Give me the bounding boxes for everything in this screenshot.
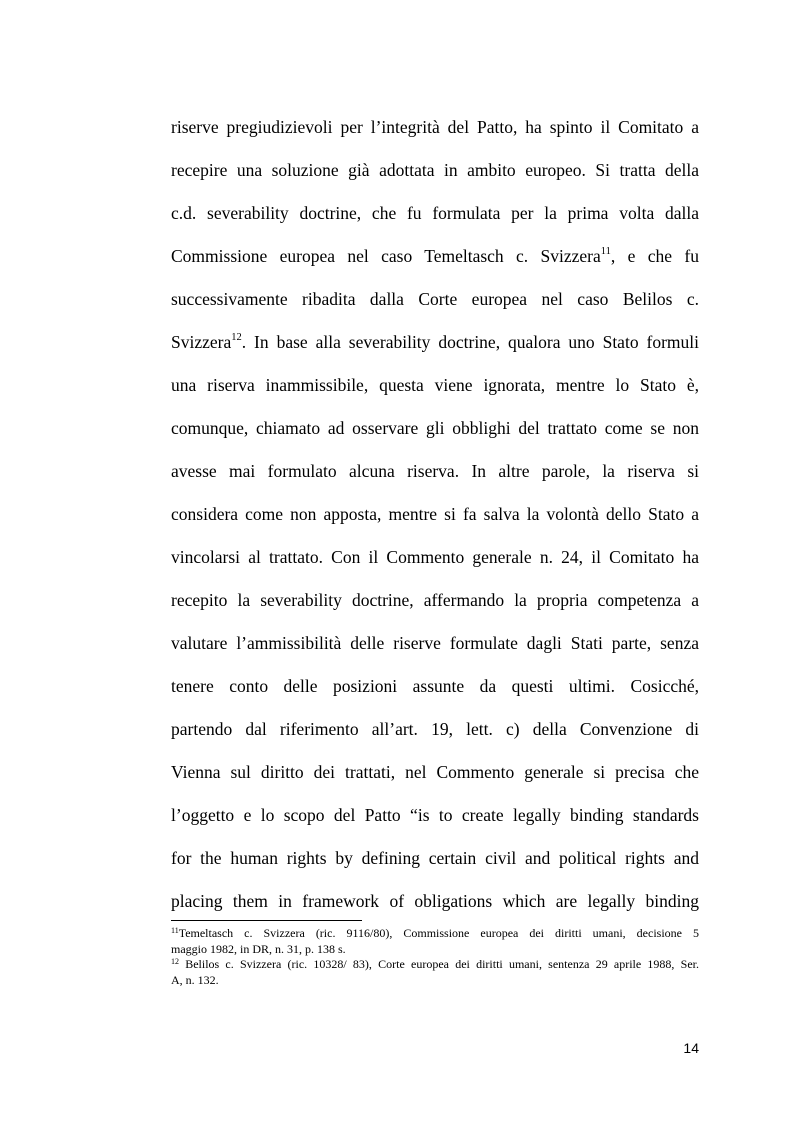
- footnote-11: [171, 926, 699, 957]
- footnote-line: [171, 957, 699, 973]
- text-line: l’oggetto e lo scopo del Patto “is to create legally binding standards: [171, 805, 699, 825]
- footnote-text: Temeltasch c. Svizzera (ric. 9116/80), Commissione europea dei diritti umani, decisione 5: [178, 926, 699, 940]
- text-segment: , e che fu: [610, 246, 699, 266]
- text-line: recepito la severability doctrine, affermando la propria competenza a: [171, 590, 699, 610]
- text-line: recepire una soluzione già adottata in ambito europeo. Si tratta della: [171, 160, 699, 180]
- footnote-text: Belilos c. Svizzera (ric. 10328/ 83), Corte europea dei diritti umani, sentenza 29 aprile 1988, Ser.: [179, 957, 699, 971]
- text-line: placing them in framework of obligations which are legally binding: [171, 891, 699, 911]
- text-line: [171, 321, 699, 364]
- text-line: considera come non apposta, mentre si fa salva la volontà dello Stato a: [171, 504, 699, 524]
- text-line: vincolarsi al trattato. Con il Commento generale n. 24, il Comitato ha: [171, 547, 699, 567]
- text-segment: . In base alla severability doctrine, qualora uno Stato formuli: [241, 332, 699, 352]
- text-line: tenere conto delle posizioni assunte da questi ultimi. Cosicché,: [171, 676, 699, 696]
- footnotes: [171, 926, 699, 988]
- footnote-12: [171, 957, 699, 988]
- text-line: comunque, chiamato ad osservare gli obblighi del trattato come se non: [171, 418, 699, 438]
- text-line: [171, 235, 699, 278]
- footnote-line: A, n. 132.: [171, 972, 219, 987]
- text-line: avesse mai formulato alcuna riserva. In altre parole, la riserva si: [171, 461, 699, 481]
- text-line: partendo dal riferimento all’art. 19, lett. c) della Convenzione di: [171, 719, 699, 739]
- footnote-separator: [171, 920, 362, 921]
- footnote-number: 12: [171, 957, 179, 966]
- footnote-line: maggio 1982, in DR, n. 31, p. 138 s.: [171, 941, 346, 956]
- footnote-ref-11[interactable]: 11: [600, 246, 611, 257]
- text-line: valutare l’ammissibilità delle riserve formulate dagli Stati parte, senza: [171, 633, 699, 653]
- text-line: riserve pregiudizievoli per l’integrità del Patto, ha spinto il Comitato a: [171, 117, 699, 137]
- footnote-line: [171, 926, 699, 942]
- text-line: for the human rights by defining certain civil and political rights and: [171, 848, 699, 868]
- text-segment: Commissione europea nel caso Temeltasch c. Svizzera: [171, 246, 601, 266]
- page-number: 14: [683, 1040, 699, 1056]
- footnote-number: 11: [171, 926, 179, 935]
- footnote-ref-12[interactable]: 12: [231, 332, 242, 343]
- text-line: successivamente ribadita dalla Corte europea nel caso Belilos c.: [171, 289, 699, 309]
- text-line: Vienna sul diritto dei trattati, nel Commento generale si precisa che: [171, 762, 699, 782]
- text-segment: Svizzera: [171, 332, 232, 352]
- text-line: c.d. severability doctrine, che fu formulata per la prima volta dalla: [171, 203, 699, 223]
- text-line: una riserva inammissibile, questa viene ignorata, mentre lo Stato è,: [171, 375, 699, 395]
- body-text: [171, 106, 699, 923]
